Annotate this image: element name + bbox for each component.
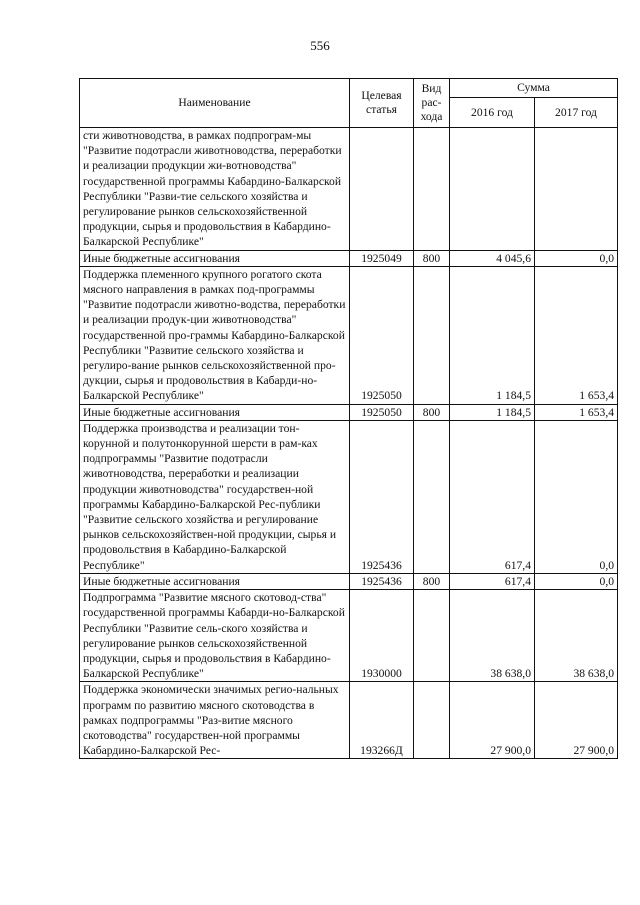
row-2016: 27 900,0: [450, 682, 535, 759]
row-name: Поддержка производства и реализации тон-корунной и полутонкорунной шерсти в рам-ках подпрограммы "Развитие подотрасли животноводства, переработки и реализации продукции животноводства" государствен-ной программы Кабардино-Балкарской Рес-публики "Развитие сельского хозяйства и регулирование рынков сельскохозяйствен-ной продукции, сырья и продовольствия в Кабардино-Балкарской Республике": [80, 420, 350, 573]
row-2016: 617,4: [450, 573, 535, 589]
row-2017: 27 900,0: [535, 682, 618, 759]
row-vid: [414, 128, 450, 251]
row-name: Иные бюджетные ассигнования: [80, 573, 350, 589]
row-vid: 800: [414, 573, 450, 589]
header-target: Целевая статья: [350, 79, 414, 128]
row-code: 193266Д: [350, 682, 414, 759]
row-2016: 1 184,5: [450, 404, 535, 420]
row-2017: 0,0: [535, 250, 618, 266]
header-vid: Вид рас-хода: [414, 79, 450, 128]
row-2017: 1 653,4: [535, 266, 618, 404]
table-row: [80, 250, 618, 266]
row-code: [350, 128, 414, 251]
table-header: [80, 79, 618, 128]
row-code: 1930000: [350, 590, 414, 682]
table-row: [80, 573, 618, 589]
table-row: [80, 590, 618, 682]
row-code: 1925050: [350, 404, 414, 420]
row-vid: [414, 682, 450, 759]
row-2016: [450, 128, 535, 251]
table-row: [80, 682, 618, 759]
row-name: Поддержка племенного крупного рогатого скота мясного направления в рамках под-программы "Развитие подотрасли животно-водства, переработки и реализации продук-ции животноводства" государственной про-граммы Кабардино-Балкарской Республики "Развитие сельского хозяйства и регулиро-вание рынков сельскохозяйственной про-дукции, сырья и продовольствия в Кабарди-но-Балкарской Республике": [80, 266, 350, 404]
header-name: Наименование: [80, 79, 350, 128]
row-name: Иные бюджетные ассигнования: [80, 250, 350, 266]
table-row: [80, 404, 618, 420]
row-name: Подпрограмма "Развитие мясного скотовод-ства" государственной программы Кабарди-но-Балкарской Республики "Развитие сель-ского хозяйства и регулирование рынков сельскохозяйственной продукции, сырья и продовольствия в Кабардино-Балкарской Республике": [80, 590, 350, 682]
row-2017: 1 653,4: [535, 404, 618, 420]
header-sum: Сумма: [450, 79, 618, 98]
row-vid: 800: [414, 404, 450, 420]
row-code: 1925049: [350, 250, 414, 266]
header-2017: 2017 год: [535, 98, 618, 128]
row-2016: 617,4: [450, 420, 535, 573]
table-row: [80, 128, 618, 251]
table-row: [80, 266, 618, 404]
row-name: сти животноводства, в рамках подпрограм-мы "Развитие подотрасли животноводства, переработки и реализации продукции жи-вотноводства" государственной программы Кабардино-Балкарской Республики "Разви-тие сельского хозяйства и регулирование рынков сельскохозяйственной продукции, сырья и продовольствия в Кабардино-Балкарской Республике": [80, 128, 350, 251]
page-number: 556: [310, 38, 330, 53]
row-2016: 1 184,5: [450, 266, 535, 404]
row-2016: 38 638,0: [450, 590, 535, 682]
row-vid: [414, 266, 450, 404]
row-vid: [414, 420, 450, 573]
budget-table: [79, 78, 618, 759]
row-name: Поддержка экономически значимых регио-нальных программ по развитию мясного скотоводства в рамках подпрограммы "Раз-витие мясного скотоводства" государствен-ной программы Кабардино-Балкарской Рес-: [80, 682, 350, 759]
row-code: 1925436: [350, 420, 414, 573]
table-row: [80, 420, 618, 573]
row-2017: [535, 128, 618, 251]
row-2016: 4 045,6: [450, 250, 535, 266]
row-vid: 800: [414, 250, 450, 266]
row-2017: 0,0: [535, 573, 618, 589]
row-code: 1925050: [350, 266, 414, 404]
row-2017: 0,0: [535, 420, 618, 573]
header-2016: 2016 год: [450, 98, 535, 128]
row-vid: [414, 590, 450, 682]
row-code: 1925436: [350, 573, 414, 589]
table-body: [80, 128, 618, 759]
row-name: Иные бюджетные ассигнования: [80, 404, 350, 420]
row-2017: 38 638,0: [535, 590, 618, 682]
